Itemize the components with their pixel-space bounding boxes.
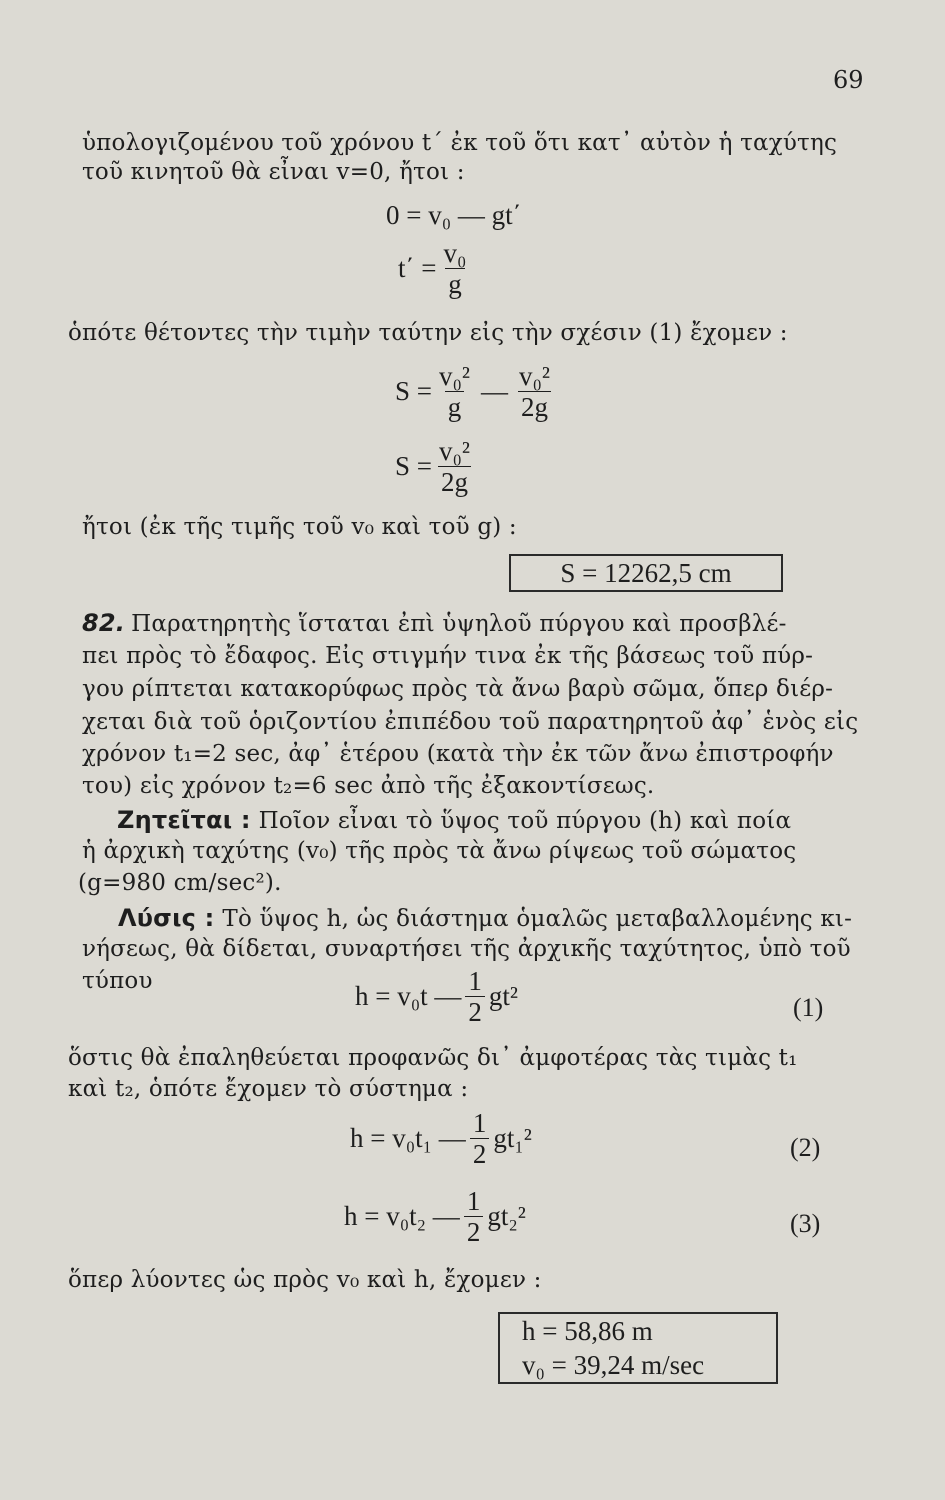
fraction-numerator: 1	[466, 1186, 481, 1216]
fraction	[436, 436, 473, 497]
validity-line-2: καὶ t₂, ὁπότε ἔχομεν τὸ σύστημα :	[68, 1076, 469, 1102]
equation-3	[344, 1186, 526, 1247]
fraction-denominator: 2	[464, 1216, 484, 1247]
fraction-half	[465, 966, 485, 1027]
equation-2	[350, 1108, 532, 1169]
equation-t-prime	[398, 238, 473, 299]
fraction-numerator: v₀	[443, 238, 467, 268]
fraction-denominator: g	[445, 391, 465, 422]
problem-line-1: Παρατηρητὴς ἵσταται ἐπὶ ὑψηλοῦ πύργου καὶ προσβλέ-	[131, 611, 787, 637]
fraction-numerator: v₀²	[439, 361, 471, 391]
problem-first-line	[82, 609, 787, 637]
solution-line-3: τύπου	[82, 968, 153, 994]
solution-line-2: νήσεως, θὰ δίδεται, συναρτήσει τῆς ἀρχικῆς ταχύτητος, ὑπὸ τοῦ	[82, 936, 851, 962]
validity-line-1: ὅστις θὰ ἐπαληθεύεται προφανῶς δι᾽ ἀμφοτέρας τὰς τιμὰς t₁	[68, 1045, 798, 1071]
problem-line-3: γου ρίπτεται κατακορύφως πρὸς τὰ ἄνω βαρὺ σῶμα, ὅπερ διέρ-	[82, 676, 834, 702]
fraction-half	[464, 1186, 484, 1247]
equation-1	[355, 966, 518, 1027]
result-h: h = 58,86 m	[522, 1316, 653, 1346]
fraction-numerator: v₀²	[439, 436, 471, 466]
intro-line-2: τοῦ κινητοῦ θὰ εἶναι v=0, ἤτοι :	[82, 159, 465, 185]
fraction-2	[516, 361, 553, 422]
solution-line-1	[118, 904, 852, 932]
eq-lhs: t΄ =	[398, 253, 437, 283]
itoi-line: ἤτοι (ἐκ τῆς τιμῆς τοῦ v₀ καὶ τοῦ g) :	[82, 514, 517, 540]
eq-rhs: gt₂²	[487, 1201, 526, 1231]
equation-2-tag: (2)	[790, 1133, 821, 1162]
asked-label: Ζητεῖται :	[117, 806, 251, 834]
fraction-numerator: 1	[468, 966, 482, 996]
minus-sign: —	[481, 376, 509, 406]
solve-line: ὅπερ λύοντες ὡς πρὸς v₀ καὶ h, ἔχομεν :	[68, 1267, 542, 1293]
problem-line-4: χεται διὰ τοῦ ὁριζοντίου ἐπιπέδου τοῦ παρατηρητοῦ ἀφ᾽ ἑνὸς εἰς	[82, 709, 859, 735]
asked-line-3: (g=980 cm/sec²).	[78, 870, 282, 896]
eq-lhs: h = v₀t₂ —	[344, 1201, 460, 1231]
fraction-denominator: 2	[465, 996, 485, 1027]
fraction-denominator: g	[445, 268, 465, 299]
equation-1-tag: (1)	[793, 993, 824, 1022]
eq-lhs: S =	[395, 376, 432, 406]
problem-number: 82.	[82, 609, 126, 637]
problem-line-6: του) εἰς χρόνον t₂=6 sec ἀπὸ τῆς ἐξακοντίσεως.	[82, 773, 655, 799]
asked-line-1	[117, 806, 791, 834]
fraction-numerator: 1	[472, 1108, 487, 1138]
equation-3-tag: (3)	[790, 1209, 821, 1238]
eq-rhs: gt₁²	[493, 1123, 532, 1153]
asked-text-1: Ποῖον εἶναι τὸ ὕψος τοῦ πύργου (h) καὶ ποία	[258, 808, 792, 834]
fraction-denominator: 2	[470, 1138, 490, 1169]
result-s: S = 12262,5 cm	[560, 558, 732, 588]
eq-rhs: gt²	[488, 981, 519, 1011]
solution-label: Λύσις :	[118, 904, 215, 932]
result-box-s	[509, 554, 783, 592]
problem-line-5: χρόνον t₁=2 sec, ἀφ᾽ ἑτέρου (κατὰ τὴν ἐκ τῶν ἄνω ἐπιστροφήν	[82, 741, 834, 767]
eq-lhs: h = v₀t₁ —	[350, 1123, 466, 1153]
fraction-numerator: v₀²	[519, 361, 551, 391]
fraction-half	[470, 1108, 490, 1169]
asked-line-2: ἡ ἀρχικὴ ταχύτης (v₀) τῆς πρὸς τὰ ἄνω ρίψεως τοῦ σώματος	[82, 838, 797, 864]
solution-text-1: Τὸ ὕψος h, ὡς διάστημα ὁμαλῶς μεταβαλλομένης κι-	[222, 906, 853, 932]
substitution-line: ὁπότε θέτοντες τὴν τιμὴν ταύτην εἰς τὴν σχέσιν (1) ἔχομεν :	[68, 320, 788, 346]
intro-line-1: ὑπολογιζομένου τοῦ χρόνου t΄ ἐκ τοῦ ὅτι κατ᾽ αὐτὸν ἡ ταχύτης	[82, 130, 838, 156]
eq-lhs: h = v₀t —	[355, 981, 462, 1011]
fraction-denominator: 2g	[438, 466, 471, 497]
fraction	[440, 238, 469, 299]
equation-s-second	[395, 436, 477, 497]
problem-line-2: πει πρὸς τὸ ἔδαφος. Εἰς στιγμήν τινα ἐκ τῆς βάσεως τοῦ πύρ-	[82, 643, 814, 669]
eq-lhs: S =	[395, 451, 432, 481]
fraction-1	[436, 361, 473, 422]
fraction-denominator: 2g	[518, 391, 551, 422]
result-box-final	[498, 1312, 778, 1384]
page-number: 69	[833, 66, 864, 94]
result-v0: v₀ = 39,24 m/sec	[522, 1350, 705, 1380]
equation-s-first	[395, 361, 557, 422]
equation-zero-velocity: 0 = v₀ — gt΄	[386, 200, 522, 230]
